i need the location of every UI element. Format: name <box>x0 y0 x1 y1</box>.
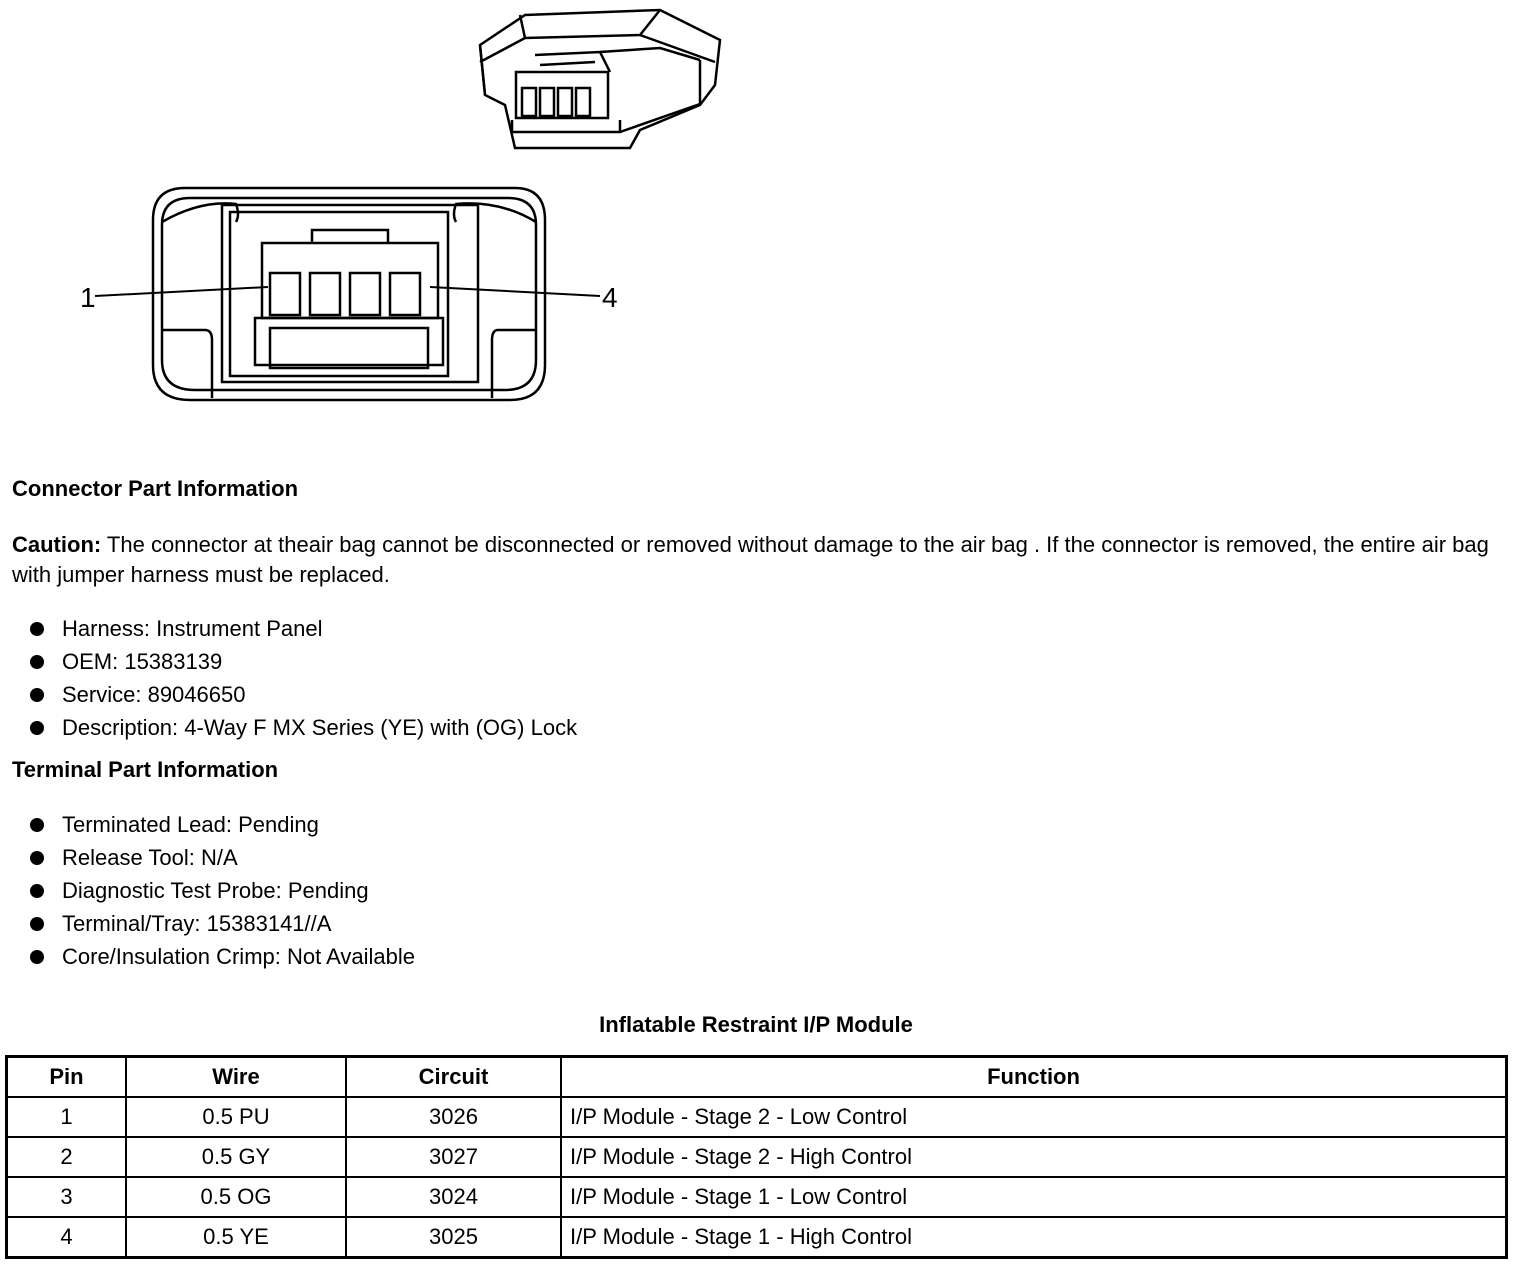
table-caption: Inflatable Restraint I/P Module <box>599 1012 913 1037</box>
caution-note <box>12 530 1507 590</box>
list-item: Release Tool: N/A <box>26 841 415 874</box>
cell-pin: 1 <box>7 1097 127 1137</box>
list-item: Service: 89046650 <box>26 678 577 711</box>
pin-label-1: 1 <box>80 282 96 313</box>
cell-pin: 3 <box>7 1177 127 1217</box>
list-item: Harness: Instrument Panel <box>26 612 577 645</box>
table-row <box>7 1137 1507 1177</box>
cell-circuit: 3026 <box>346 1097 561 1137</box>
cell-wire: 0.5 YE <box>126 1217 346 1258</box>
table-row <box>7 1097 1507 1137</box>
caution-text: The connector at theair bag cannot be disconnected or removed without damage to the air bag . If the connector is removed, the entire air bag with jumper harness must be replaced. <box>12 532 1489 587</box>
list-item: Description: 4-Way F MX Series (YE) with (OG) Lock <box>26 711 577 744</box>
cell-function: I/P Module - Stage 1 - Low Control <box>561 1177 1507 1217</box>
cell-wire: 0.5 GY <box>126 1137 346 1177</box>
cell-wire: 0.5 OG <box>126 1177 346 1217</box>
pinout-table <box>5 1055 1508 1259</box>
list-item: Core/Insulation Crimp: Not Available <box>26 940 415 973</box>
header-wire: Wire <box>126 1057 346 1098</box>
connector-drawing <box>0 0 760 420</box>
terminal-info-list <box>26 808 415 973</box>
header-pin: Pin <box>7 1057 127 1098</box>
header-function: Function <box>561 1057 1507 1098</box>
cell-function: I/P Module - Stage 2 - High Control <box>561 1137 1507 1177</box>
connector-front-view <box>95 188 600 400</box>
cell-pin: 2 <box>7 1137 127 1177</box>
cell-function: I/P Module - Stage 2 - Low Control <box>561 1097 1507 1137</box>
connector-info-heading: Connector Part Information <box>12 476 299 501</box>
table-row <box>7 1177 1507 1217</box>
list-item: Terminated Lead: Pending <box>26 808 415 841</box>
cell-wire: 0.5 PU <box>126 1097 346 1137</box>
cell-circuit: 3027 <box>346 1137 561 1177</box>
cell-circuit: 3024 <box>346 1177 561 1217</box>
header-circuit: Circuit <box>346 1057 561 1098</box>
list-item: Terminal/Tray: 15383141//A <box>26 907 415 940</box>
cell-pin: 4 <box>7 1217 127 1258</box>
connector-info-list <box>26 612 577 744</box>
table-header-row <box>7 1057 1507 1098</box>
cell-function: I/P Module - Stage 1 - High Control <box>561 1217 1507 1258</box>
pin-label-4: 4 <box>602 282 618 313</box>
cell-circuit: 3025 <box>346 1217 561 1258</box>
list-item: OEM: 15383139 <box>26 645 577 678</box>
table-row <box>7 1217 1507 1258</box>
list-item: Diagnostic Test Probe: Pending <box>26 874 415 907</box>
caution-label: Caution: <box>12 532 102 557</box>
connector-isometric-view <box>480 10 720 148</box>
terminal-info-heading: Terminal Part Information <box>12 757 279 782</box>
